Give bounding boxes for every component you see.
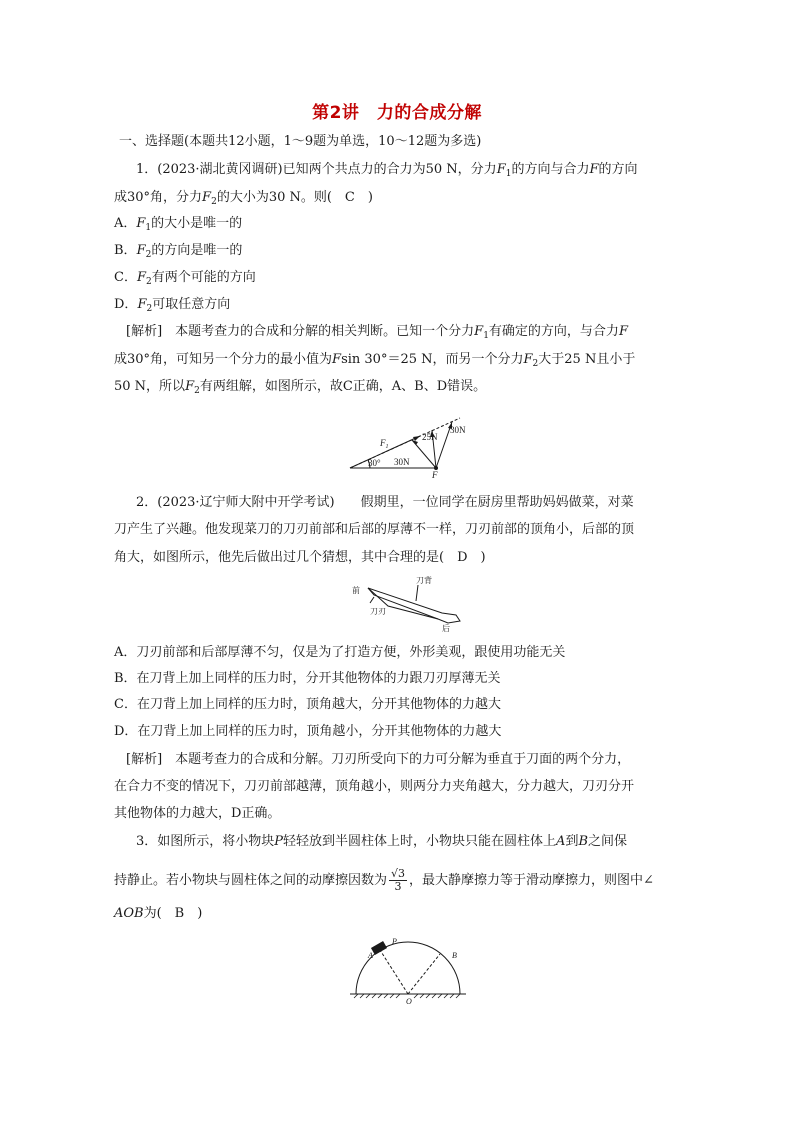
q3-stem-line1: 3．如图所示，将小物块P轻轻放到半圆柱体上时，小物块只能在圆柱体上A到B之间保 xyxy=(136,834,628,849)
q1-stem-line2: 成30°角，分力$F_2$的大小为30 N。则( C ) xyxy=(114,190,373,207)
svg-text:F1: $F_1$ xyxy=(380,438,389,450)
fig1-label-angle: 30° xyxy=(368,458,381,468)
q1-option-b: B．$F_2$的方向是唯一的 xyxy=(114,243,243,260)
q2-stem-line1: 2．(2023·辽宁师大附中开学考试) 假期里，一位同学在厨房里帮助妈妈做菜，对菜 xyxy=(136,495,634,510)
q1-option-d: D．$F_2$可取任意方向 xyxy=(114,297,231,314)
fig3-label-o: O xyxy=(406,997,412,1006)
q2-option-a: A．刀刃前部和后部厚薄不匀，仅是为了打造方便，外形美观，跟使用功能无关 xyxy=(114,645,566,660)
kitchen-knife-figure xyxy=(350,573,480,633)
q1-stem-line1: 1．(2023·湖北黄冈调研)已知两个共点力的合力为50 N，分力$F_1$的方向与合力F的方向 xyxy=(136,162,638,179)
fig3-label-a: A xyxy=(368,951,373,960)
fig1-label-30n-b: 30N xyxy=(450,425,466,435)
friction-coefficient-fraction: $\frac{√3}{3}$ xyxy=(391,867,406,893)
fig3-label-p: P xyxy=(392,937,397,946)
fig1-label-30n: 30N xyxy=(394,457,410,467)
fig1-label-25n: 25N xyxy=(422,432,438,442)
q2-stem-line2: 刀产生了兴趣。他发现菜刀的刀刃前部和后部的厚薄不一样，刀刃前部的顶角小，后部的顶 xyxy=(114,522,635,537)
fig1-label-f: F xyxy=(432,470,438,480)
fig3-label-b: B xyxy=(452,951,457,960)
q1-option-a: A．$F_1$的大小是唯一的 xyxy=(114,216,243,233)
fig2-label-front: 前 xyxy=(352,586,360,595)
q2-stem-line3: 角大，如图所示，他先后做出过几个猜想，其中合理的是( D ) xyxy=(114,550,486,565)
q1-option-c: C．$F_2$有两个可能的方向 xyxy=(114,270,256,287)
fig2-label-back: 刀背 xyxy=(416,576,432,585)
q2-analysis-line1: [解析] 本题考查力的合成和分解。刀刃所受向下的力可分解为垂直于刀面的两个分力， xyxy=(126,752,631,767)
q3-stem-line2: 持静止。若小物块与圆柱体之间的动摩擦因数为 $\frac{√3}{3}$ ，最大静摩擦力等于滑动摩擦力，则图中∠ xyxy=(114,867,654,893)
q1-analysis-line1: [解析] 本题考查力的合成和分解的相关判断。已知一个分力$F_1$有确定的方向，与合力F xyxy=(126,324,628,341)
q1-analysis-line3: 50 N，所以$F_2$有两组解，如图所示，故C正确，A、B、D错误。 xyxy=(114,379,487,396)
section-heading: 一、选择题(本题共12小题，1～9题为单选，10～12题为多选) xyxy=(119,134,482,149)
page-title: 第2讲 力的合成分解 xyxy=(312,103,482,123)
fig1-label-f1: F xyxy=(380,438,386,448)
q2-analysis-line3: 其他物体的力越大，D正确。 xyxy=(114,806,281,821)
q2-option-d: D．在刀背上加上同样的压力时，顶角越小，分开其他物体的力越大 xyxy=(114,724,502,739)
q1-analysis-line2: 成30°角，可知另一个分力的最小值为Fsin 30°＝25 N，而另一个分力$F_2$大于25 N且小于 xyxy=(114,352,636,369)
small-block xyxy=(371,941,387,955)
force-decomposition-figure xyxy=(340,408,500,480)
q2-option-b: B．在刀背上加上同样的压力时，分开其他物体的力跟刀刃厚薄无关 xyxy=(114,671,501,686)
fig2-label-rear: 后 xyxy=(442,624,450,633)
fig2-label-blade: 刀刃 xyxy=(370,607,386,616)
q2-analysis-line2: 在合力不变的情况下，刀刃前部越薄，顶角越小，则两分力夹角越大，分力越大，刀刃分开 xyxy=(114,779,635,794)
q3-stem-line3: AOB为( B ) xyxy=(114,906,203,921)
half-cylinder-figure xyxy=(346,934,470,1004)
q2-option-c: C．在刀背上加上同样的压力时，顶角越大，分开其他物体的力越大 xyxy=(114,697,501,712)
